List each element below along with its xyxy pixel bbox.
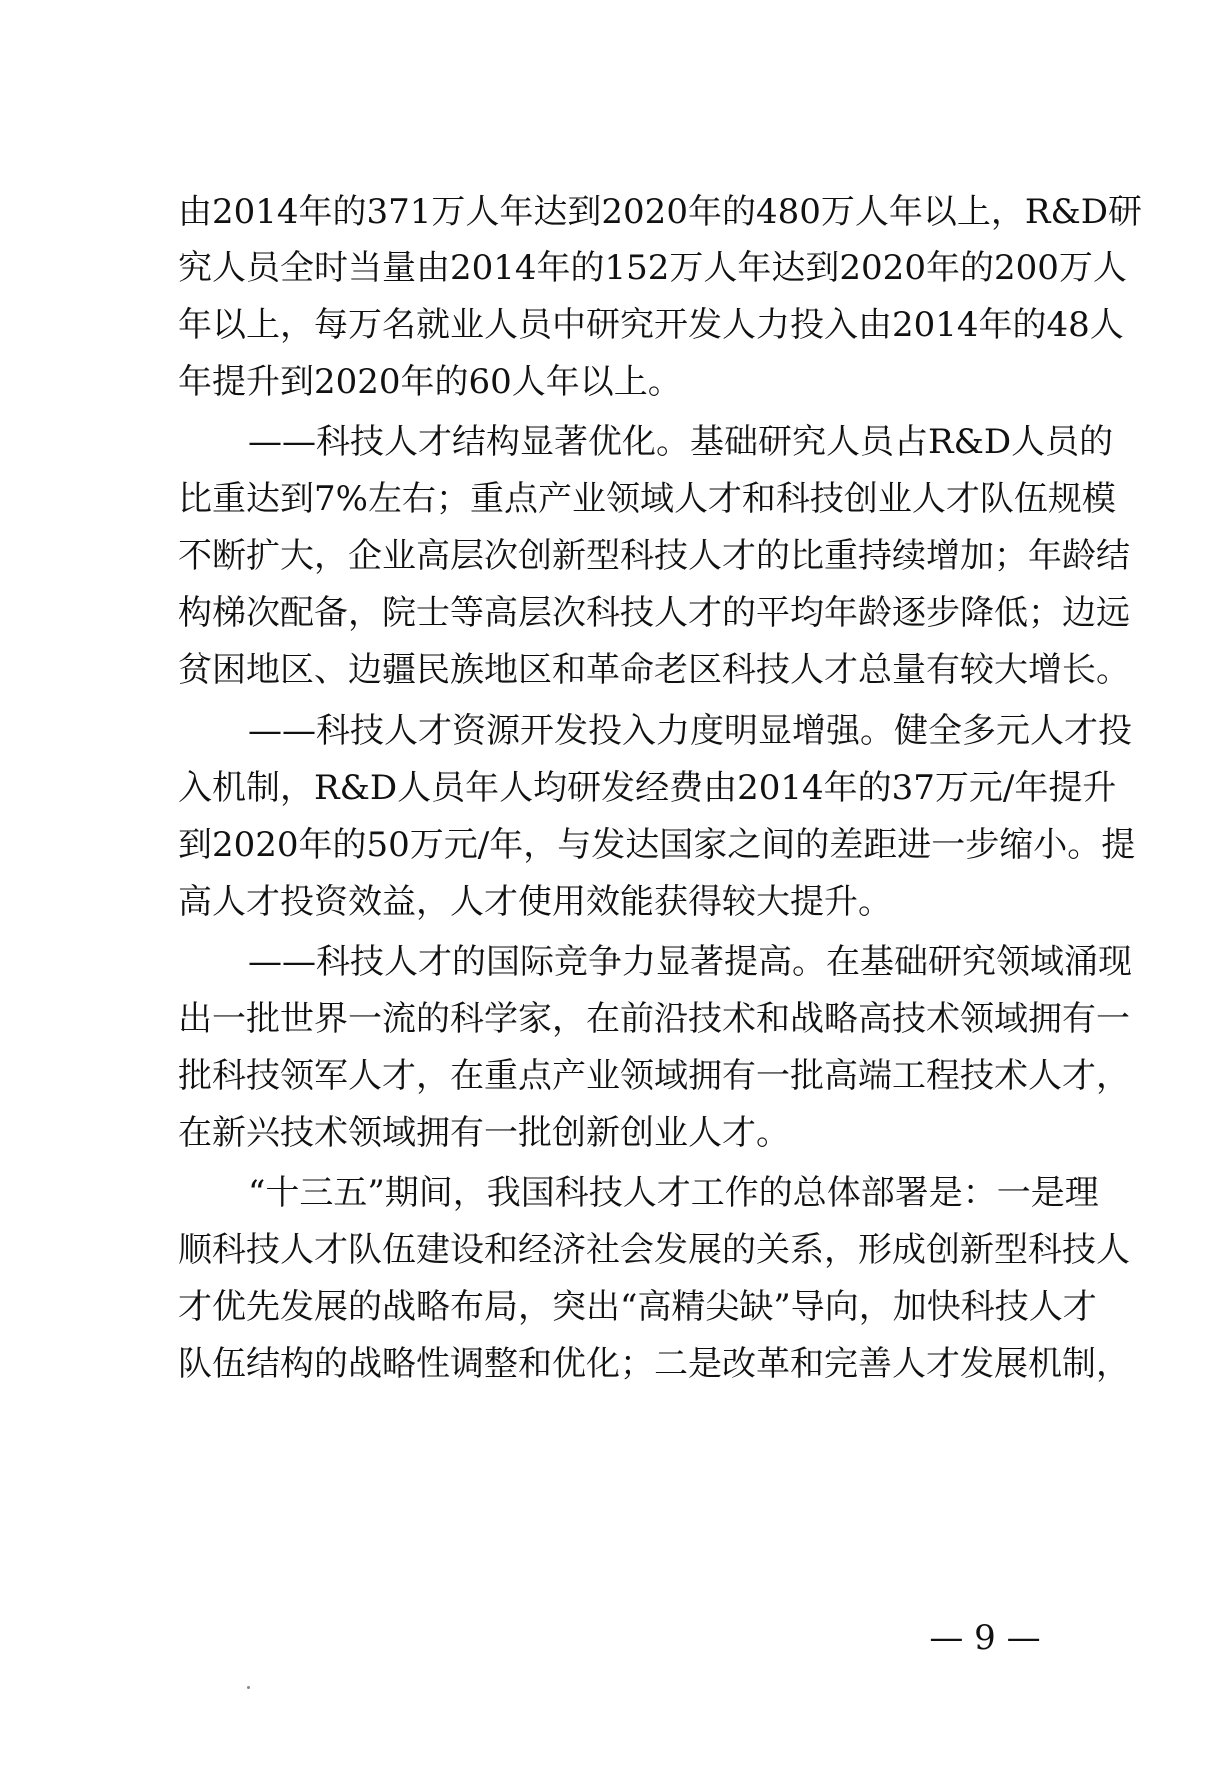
text-line: 比重达到7%左右；重点产业领域人才和科技创业人才队伍规模 — [178, 479, 1116, 519]
text-line: 入机制，R&D人员年人均研发经费由2014年的37万元/年提升 — [178, 768, 1117, 808]
text-line: 构梯次配备，院士等高层次科技人才的平均年龄逐步降低；边远 — [178, 593, 1130, 633]
text-line: 才优先发展的战略布局，突出“高精尖缺”导向，加快科技人才 — [178, 1287, 1097, 1327]
text-line: ——科技人才的国际竞争力显著提高。在基础研究领域涌现 — [248, 942, 1132, 982]
scan-speck — [247, 1686, 250, 1689]
text-line: “十三五”期间，我国科技人才工作的总体部署是：一是理 — [248, 1173, 1099, 1213]
text-line: 不断扩大，企业高层次创新型科技人才的比重持续增加；年龄结 — [178, 536, 1130, 576]
page-number: — 9 — — [929, 1618, 1041, 1658]
text-line: 到2020年的50万元/年，与发达国家之间的差距进一步缩小。提 — [178, 825, 1136, 865]
text-line: ——科技人才资源开发投入力度明显增强。健全多元人才投 — [248, 711, 1132, 751]
text-line: 批科技领军人才，在重点产业领域拥有一批高端工程技术人才， — [178, 1056, 1130, 1096]
text-line: ——科技人才结构显著优化。基础研究人员占R&D人员的 — [248, 422, 1114, 462]
text-line: 年以上，每万名就业人员中研究开发人力投入由2014年的48人 — [178, 305, 1124, 345]
text-line: 高人才投资效益，人才使用效能获得较大提升。 — [178, 882, 892, 922]
text-line: 年提升到2020年的60人年以上。 — [178, 362, 682, 402]
text-line: 由2014年的371万人年达到2020年的480万人年以上，R&D研 — [178, 192, 1142, 232]
text-line: 队伍结构的战略性调整和优化；二是改革和完善人才发展机制， — [178, 1344, 1130, 1384]
text-line: 贫困地区、边疆民族地区和革命老区科技人才总量有较大增长。 — [178, 650, 1130, 690]
text-line: 顺科技人才队伍建设和经济社会发展的关系，形成创新型科技人 — [178, 1230, 1130, 1270]
text-line: 在新兴技术领域拥有一批创新创业人才。 — [178, 1113, 790, 1153]
text-line: 出一批世界一流的科学家，在前沿技术和战略高技术领域拥有一 — [178, 999, 1130, 1039]
text-line: 究人员全时当量由2014年的152万人年达到2020年的200万人 — [178, 248, 1127, 288]
